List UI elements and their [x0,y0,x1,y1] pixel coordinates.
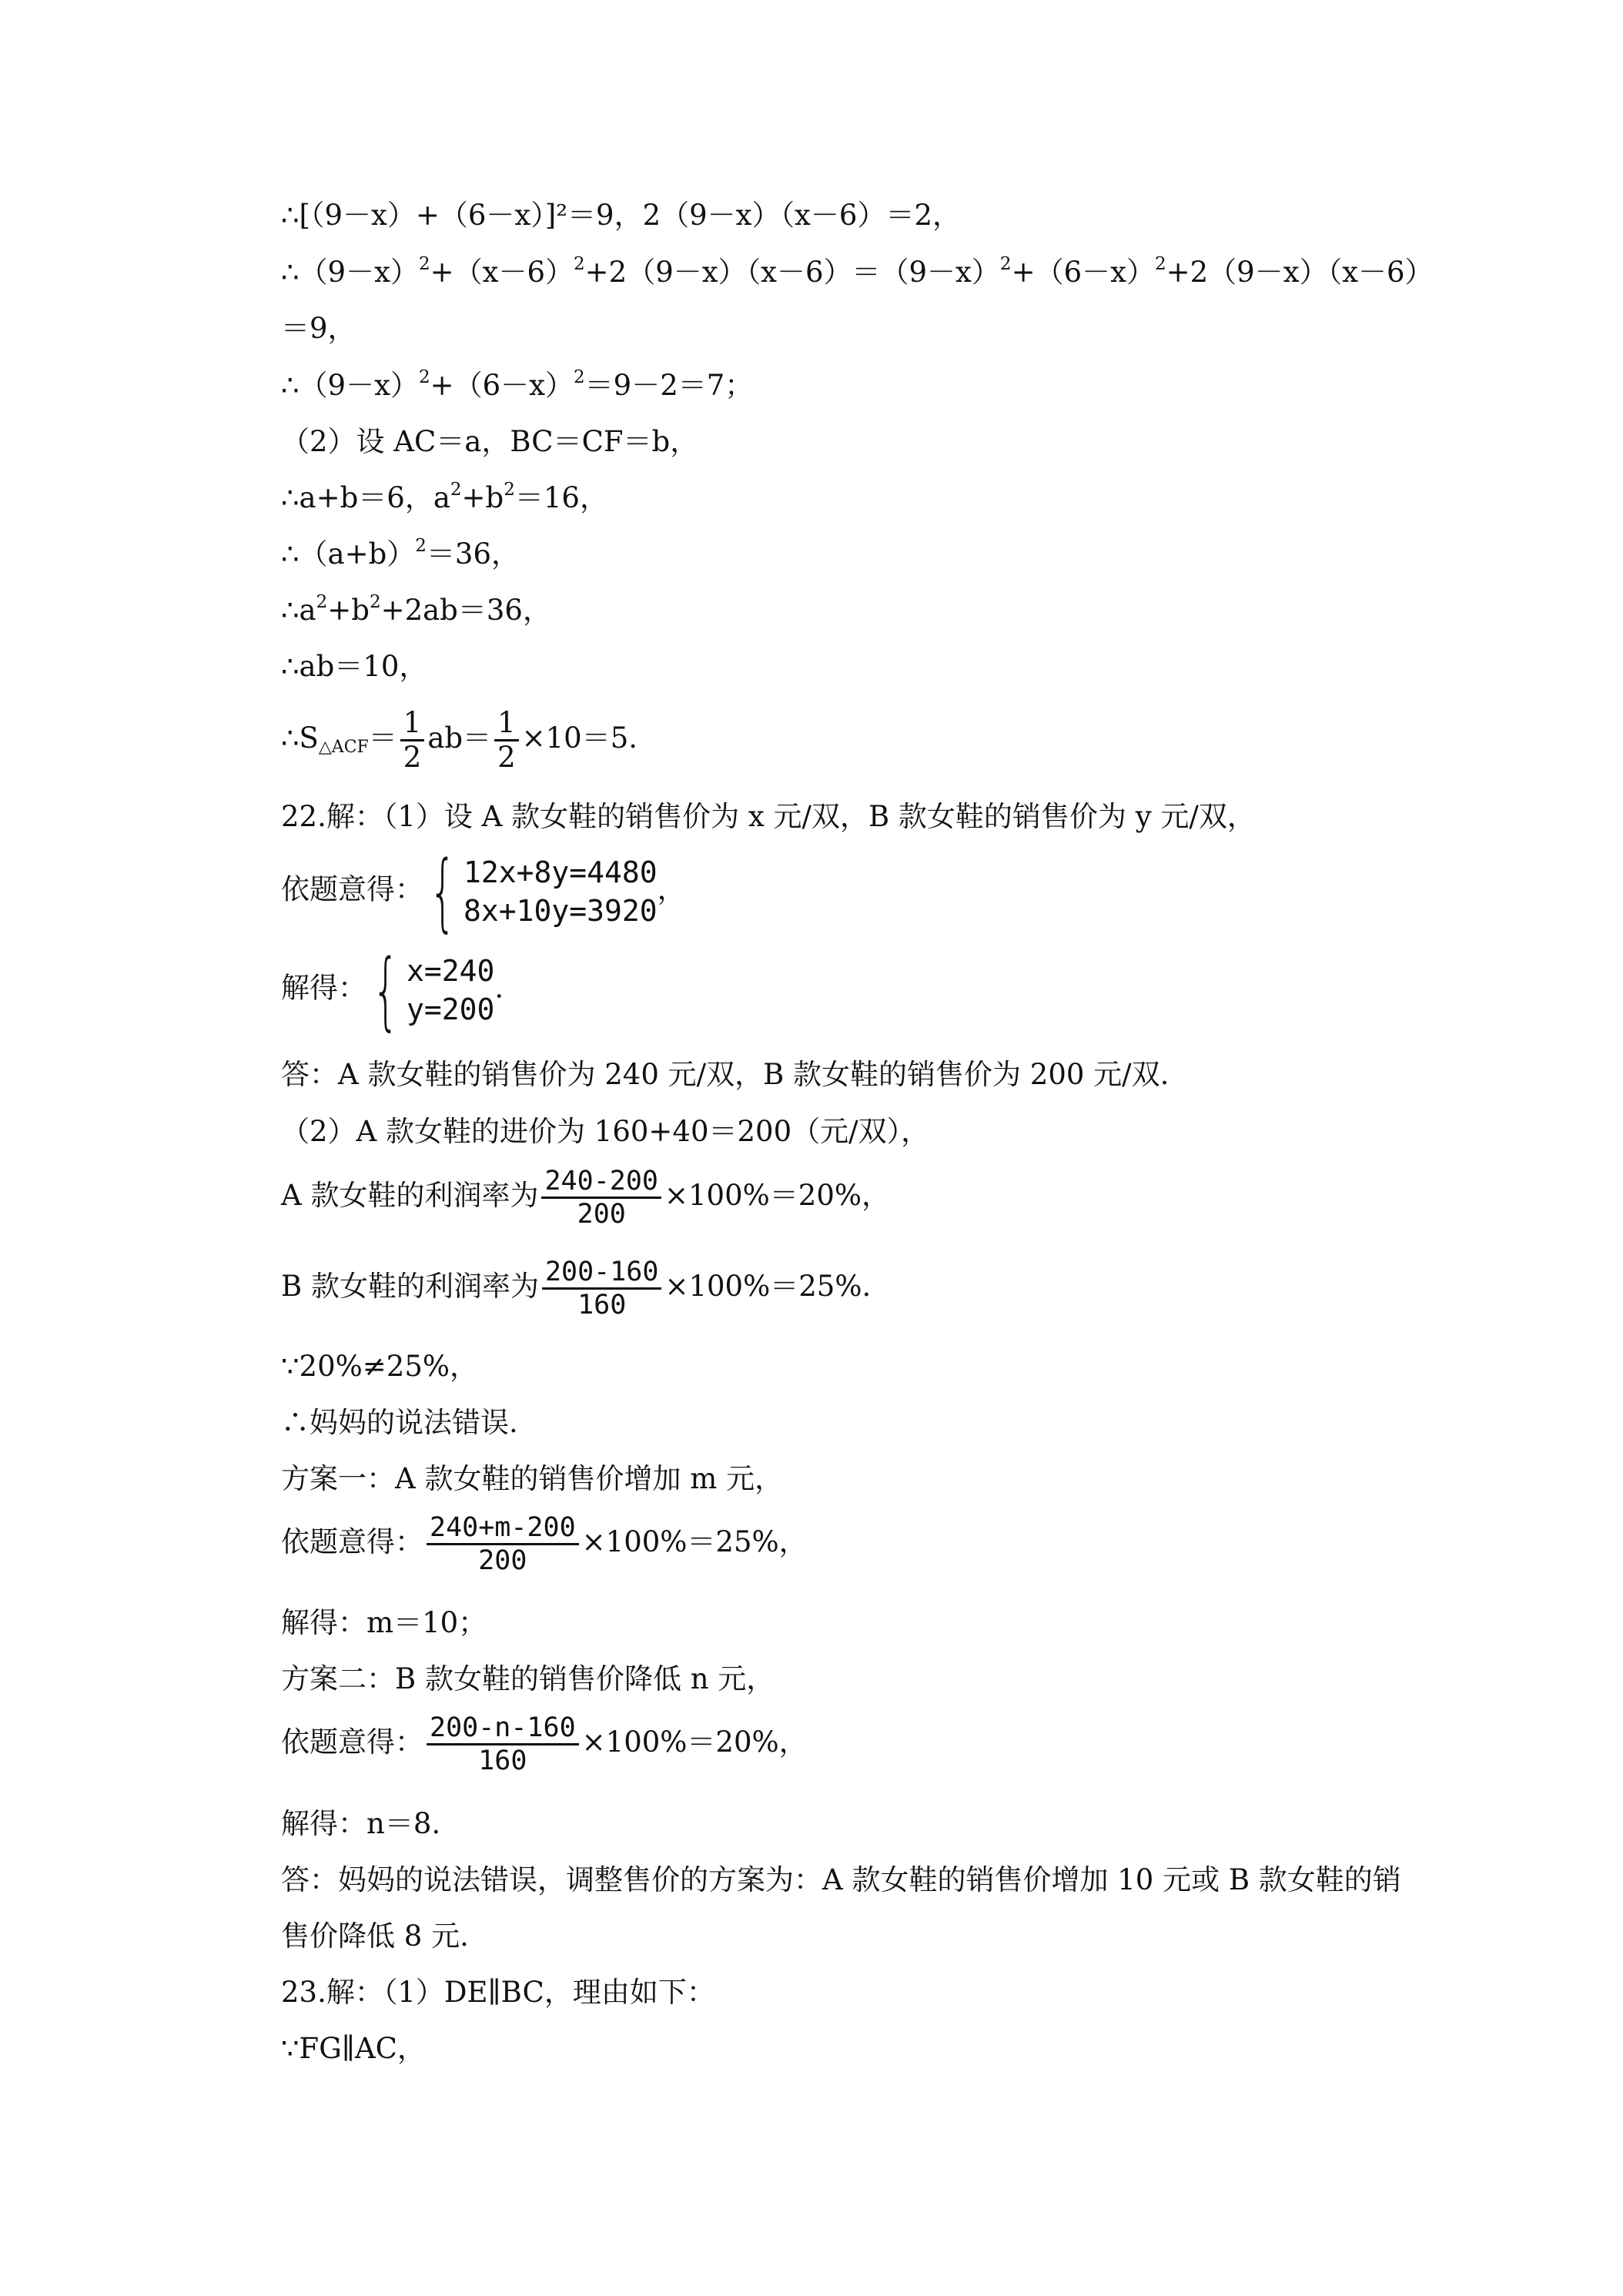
formula-line: A 款女鞋的利润率为 $\frac{240-200}{200}$ ×100%＝20%， [281,1166,891,1230]
text-line: （2）A 款女鞋的进价为 160+40＝200（元/双）， [281,1115,930,1148]
text-line: 方案二：B 款女鞋的销售价降低 n 元， [281,1662,775,1695]
brace-icon: { [429,842,457,941]
text-line: 23.解：（1）DE∥BC，理由如下： [281,1976,715,2009]
formula-line: 依题意得： $\frac{240+m-200}{200}$ ×100%＝25%， [281,1512,808,1576]
text-line: ∴a+b＝6，$a^2+b^2=16$， [281,479,608,514]
fraction-half: $\frac{1}{2}$ [494,707,519,774]
equation-system: 依题意得： { 12x+8y=4480 8x+10y=3920 ， [281,842,686,941]
fraction: $\frac{240-200}{200}$ [541,1166,661,1230]
text-line: $\therefore a^2+b^2+2ab=36$， [281,591,551,627]
text-line: $\therefore(a+b)^2=36$， [281,535,520,571]
text-line: 解得：n＝8. [281,1807,441,1840]
fraction: $\frac{240+m-200}{200}$ [427,1512,579,1576]
fraction: $\frac{200-n-160}{160}$ [427,1712,579,1776]
text-line: ∴ab＝10， [281,650,428,683]
formula-line: 依题意得： $\frac{200-n-160}{160}$ ×100%＝20%， [281,1712,808,1776]
text-line: 22.解：（1）设 A 款女鞋的销售价为 x 元/双，B 款女鞋的销售价为 y 元/双， [281,800,1256,833]
formula-line: B 款女鞋的利润率为 $\frac{200-160}{160}$ ×100%＝25%. [281,1257,872,1320]
text-line: 答：妈妈的说法错误，调整售价的方案为：A 款女鞋的销售价增加 10 元或 B 款女鞋的销 [281,1863,1401,1896]
text-line: ∴[（9－x）+（6－x）]²＝9，2（9－x）（x－6）＝2， [281,199,961,232]
text-line: 方案一：A 款女鞋的销售价增加 m 元， [281,1462,784,1495]
text-line: 售价降低 8 元. [281,1919,469,1953]
fraction-half: $\frac{1}{2}$ [400,707,425,774]
formula-line: $\therefore S_{\triangle ACF}=$ $\frac{1}{2}$ ab＝ $\frac{1}{2}$ ×10＝5. [281,706,638,774]
text-line: 解得：m＝10； [281,1606,487,1639]
fraction: $\frac{200-160}{160}$ [542,1257,662,1320]
text-line: ＝9， [281,312,356,345]
text-line: ∵FG∥AC， [281,2032,426,2065]
text-line: $\therefore(9-x)^2+(6-x)^2=9-2=7$； [281,366,754,402]
text-line: ∴妈妈的说法错误. [281,1406,518,1439]
text-line: 答：A 款女鞋的销售价为 240 元/双，B 款女鞋的销售价为 200 元/双. [281,1058,1170,1091]
text-line: $\therefore(9-x)^2+(x-6)^2+2(9-x)(x-6)=(9-x)^2+(6-x)^2+2(9-x)(x-6)$ [281,253,1434,289]
brace-icon: { [372,941,400,1039]
text-line: ∵20%≠25%， [281,1350,479,1383]
equation-system: 解得： { x=240 y=200 . [281,941,504,1039]
text-line: （2）设 AC＝a，BC＝CF＝b， [281,425,699,458]
